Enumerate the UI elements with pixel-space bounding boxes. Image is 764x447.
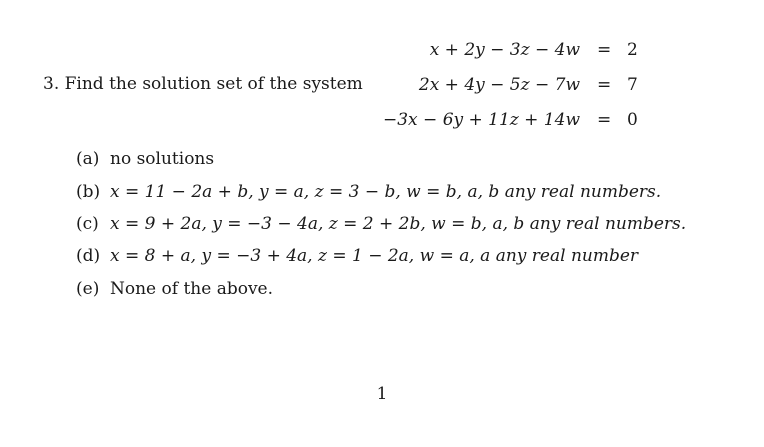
choice-letter: (a)	[76, 149, 100, 169]
equation-lhs: 2x + 4y − 5z − 7w	[418, 75, 580, 95]
choice-letter: (e)	[76, 279, 100, 299]
choice-letter: (b)	[76, 182, 101, 202]
choice-d	[76, 244, 638, 268]
equation-rhs: 0	[627, 110, 638, 130]
problem-statement: 3. Find the solution set of the system	[43, 74, 363, 94]
choice-text: None of the above.	[110, 279, 274, 299]
choice-text: x = 8 + a, y = −3 + 4a, z = 1 − 2a, w = a, a any real number	[110, 246, 639, 266]
choice-text: no solutions	[110, 149, 215, 169]
equation-lhs: x + 2y − 3z − 4w	[429, 40, 580, 60]
equation-row	[380, 38, 650, 62]
equation-row	[380, 108, 650, 132]
equation-rhs: 2	[627, 40, 638, 60]
choice-letter: (d)	[76, 246, 101, 266]
equation-rhs: 7	[627, 75, 638, 95]
choice-e	[76, 277, 273, 301]
choice-letter: (c)	[76, 214, 99, 234]
equals-sign: =	[597, 75, 612, 95]
equation-lhs: −3x − 6y + 11z + 14w	[383, 110, 580, 130]
page-number: 1	[376, 384, 388, 404]
choice-text: x = 11 − 2a + b, y = a, z = 3 − b, w = b, a, b any real numbers.	[110, 182, 662, 202]
equals-sign: =	[597, 40, 612, 60]
choice-b	[76, 180, 661, 204]
choice-text: x = 9 + 2a, y = −3 − 4a, z = 2 + 2b, w = b, a, b any real numbers.	[110, 214, 687, 234]
equation-row	[380, 73, 650, 97]
equals-sign: =	[597, 110, 612, 130]
choice-a	[76, 147, 214, 171]
choice-c	[76, 212, 686, 236]
